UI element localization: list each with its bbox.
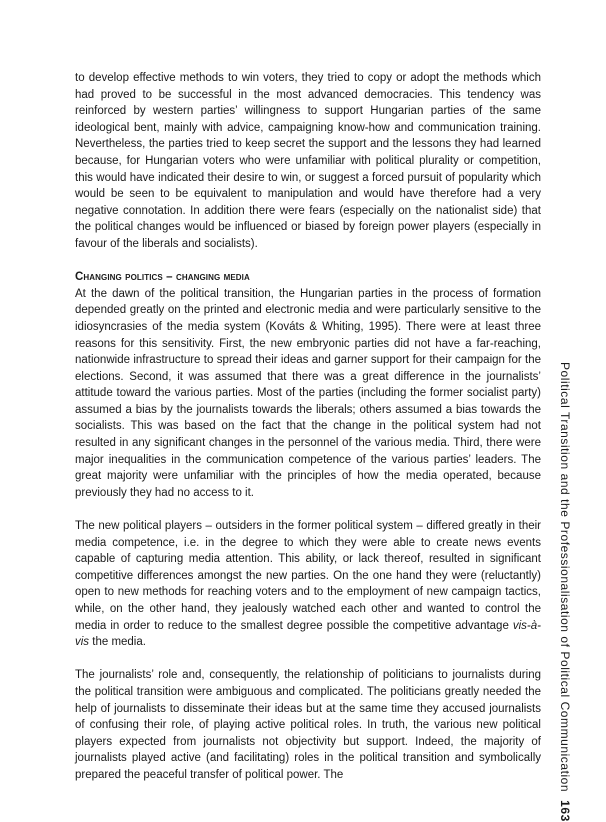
page-body <box>75 70 541 784</box>
body-paragraph-2 <box>75 518 541 651</box>
body-paragraph-2-text: The new political players – outsiders in the former political system – differed greatly in their media competence, i.e. in the degree to which they were able to create news events capable of capturing media attention. This ability, or lack thereof, resulted in significant competitive differences amongst the new parties. On the one hand they were (reluctantly) open to new methods for reaching voters and to the employment of new campaign tactics, while, on the other hand, they jealously watched each other and wanted to control the media in order to reduce to the smallest degree possible the competitive advantage <box>75 520 541 632</box>
body-paragraph-2-end: the media. <box>89 636 146 649</box>
intro-paragraph: to develop effective methods to win voters, they tried to copy or adopt the methods which had proved to be successful in the most advanced democracies. This tendency was reinforced by western parties’ willingness to support Hungarian parties of the same ideological bent, mainly with advice, campaigning know-how and communication training. Nevertheless, the parties tried to keep secret the support and the lessons they had learned because, for Hungarian voters who were unfamiliar with political plurality or competition, this would have indicated their desire to win, or suggest a forced pursuit of popularity which would be seen to be equivalent to manipulation and would have therefore had a very negative connotation. In addition there were fears (especially on the nationalist side) that the political changes would be influenced or biased by foreign power players (especially in favour of the liberals and socialists). <box>75 72 541 250</box>
running-head-strip <box>558 362 572 822</box>
running-head-title: Political Transition and the Professionalisation of Political Communication <box>558 362 572 793</box>
body-paragraph-3: The journalists’ role and, consequently, the relationship of politicians to journalists during the political transition were ambiguous and complicated. The politicians greatly needed the help of journalists to disseminate their ideas but at the same time they accused journalists of confusing their role, of playing active political roles. In truth, the various new political players expected from journalists not objectivity but support. Indeed, the majority of journalists played active (and facilitating) roles in the political transition and symbolically prepared the peaceful transfer of political power. The <box>75 669 541 781</box>
body-paragraph-1: At the dawn of the political transition, the Hungarian parties in the process of formation depended greatly on the printed and electronic media and were particularly sensitive to the idiosyncrasies of the media system (Kováts & Whiting, 1995). There were at least three reasons for this sensitivity. First, the new embryonic parties did not have a far-reaching, nationwide infrastructure to spread their ideas and garner support for their campaign for the elections. Second, it was assumed that there was a great difference in the journalists’ attitude toward the various parties. Most of the parties (including the former socialist party) assumed a bias by the journalists towards the liberals; others assumed a bias towards the socialists. This was based on the fact that the change in the political system had not resulted in any significant changes in the personnel of the various media. Third, there were major inequalities in the communication competence of the various parties’ leaders. The great majority were unfamiliar with the principles of how the media operated, because previously they had no access to it. <box>75 287 541 499</box>
italic-phrase: vis-à-vis <box>75 619 541 649</box>
page-number: 163 <box>558 800 572 822</box>
running-head <box>558 362 572 822</box>
section-heading: Changing politics – changing media <box>75 271 250 284</box>
